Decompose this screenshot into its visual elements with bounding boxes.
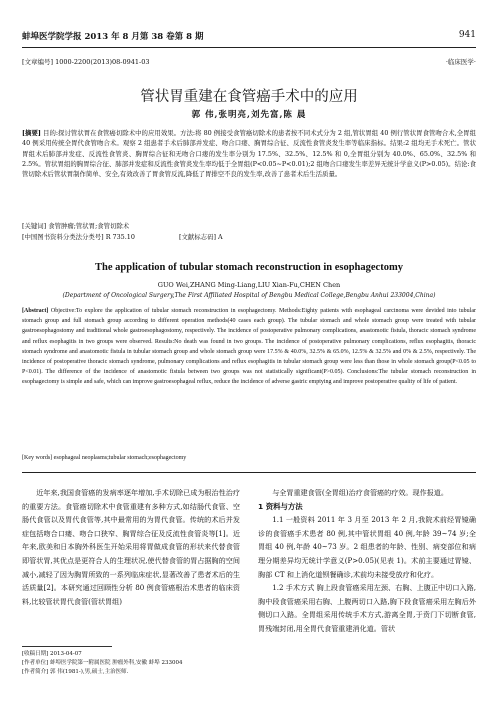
keywords-cn: [关键词] 食管肿瘤;管状胃;食管切除术 bbox=[22, 222, 130, 230]
abstract-en-label: [Abstract] bbox=[22, 308, 49, 314]
body-paragraph: 近年来,我国食管癌的发病率逐年增加,手术切除已成为根治性治疗的重要方法。食管癌切除术中食管重建有多种方式,如结肠代食管、空肠代食管以及胃代食管等,其中最常用的为胃代食管。传统的术后并发症包括吻合口瘘、吻合口狭窄、胸胃综合征及反流性食管炎等[1]。近年来,欧美和日本胸外科医生开始采用将胃做成食管的形状来代替食管即管状胃,其优点是更符合人的生理状况,使代替食管的胃占据胸的空间减小,减轻了因为胸胃所致的一系列临床症状,显著改善了患者术后的生活质量[2]。本研究通过回顾性分析 80 例食管癌根治术患者的临床资料,比较管状胃代食管(管状胃组) bbox=[22, 488, 240, 606]
section-label: ·临床医学· bbox=[445, 58, 476, 66]
footnote-affiliation: [作者单位] 蚌埠医学院第一附属医院 肿瘤外科,安徽 蚌埠 233004 bbox=[22, 660, 183, 666]
authors-cn: 郭 伟,张明亮,刘先富,陈 晨 bbox=[191, 110, 307, 120]
subsection-1-2: 1.2 手术方式 胸上段食管癌采用左颈、右胸、上腹正中切口入路,胸中段食管癌采用右胸、上腹两切口入路,胸下段食管癌采用左胸后外侧切口入路。全胃组采用传统手术方式,游离全胃,于贲门下切断食管,胃残端封闭,用全胃代食管重建消化道。管状 bbox=[258, 583, 476, 633]
running-header bbox=[22, 30, 476, 44]
body-paragraph: 与全胃重建食管(全胃组)治疗食管癌的疗效。现作报道。 bbox=[272, 488, 448, 497]
affiliation-en: (Department of Oncological Surgery,The First Affiliated Hospital of Bengbu Medical College,Bengbu Anhui 233004,China) bbox=[62, 292, 436, 299]
article-title-cn: 管状胃重建在食管癌手术中的应用 bbox=[140, 89, 358, 105]
body-column-right bbox=[258, 486, 476, 636]
abstract-en bbox=[22, 306, 476, 388]
abstract-cn-label: [摘要] bbox=[22, 129, 41, 137]
journal-citation: 蚌埠医学院学报 2013 年 8 月第 38 卷第 8 期 bbox=[22, 32, 204, 42]
section-heading: 1 资料与方法 bbox=[258, 501, 303, 511]
article-meta bbox=[22, 57, 476, 66]
abstract-en-text: Objective:To explore the application of tubular stomach reconstruction in esophagectomy. Methods:Eighty patients with esophageal carcinoma were devided into tubular stomach group and full stomach group according to different operation methods(40 cases each group). The tubular stomach and whole stomach group were treated with tubular gastroesophagostomy and traditional whole gastroesophagostomy, respectively. The incidence of postoperative pulmonary complications, anastomotic fistula, thoracic stomach syndrome and reflux esophagitis in two groups were observed. Results:No death was found in two groups. The incidence of postoperative pulmonary complications, reflux esophagitis, thoracic stomach syndrome and anastomotic fistula in tubular stomach group and whole stomach group were 17.5% & 40.0%, 32.5% & 65.0%, 12.5% & 32.5% and 0% & 2.5%, respectively. The incidence of postoperative thoracic stomach syndrome, pulmonary complications and reflux esophagitis in tubular stomach group were less than those in whole stomach group(P<0.05 to P<0.01). The difference of the incidence of anastomotic fistula between two groups was not statistically significant(P>0.05). Conclusions:The tubular stomach reconstruction in esophagectomy is simple and safe, which can improve gastroesophageal reflux, reduce the incidence of adverse gastric emptying and improve postoperative quality of life of patient. bbox=[22, 308, 477, 386]
header-rule bbox=[22, 47, 476, 48]
abstract-cn bbox=[22, 128, 476, 179]
doc-code-cn: [文献标志码] A bbox=[179, 233, 223, 241]
classification-line bbox=[22, 232, 476, 242]
abstract-rule bbox=[22, 472, 476, 473]
authors-en: GUO Wei,ZHANG Ming-Liang,LIU Xian-Fu,CHEN Chen bbox=[157, 281, 341, 289]
classification-cn: [中国图书资料分类法分类号] R 735.10 bbox=[22, 233, 135, 241]
body-column-left bbox=[22, 486, 240, 608]
abstract-cn-text: 目的:探讨管状胃在食管癌切除术中的应用效果。方法:将 80 例接受食管癌切除术的患者按不同术式分为 2 组,管状胃组 40 例行管状胃食管吻合术,全胃组 40 例采用传统全胃代食管吻合术。观察 2 组患者手术后肺部并发症、吻合口瘘、胸胃综合征、反流性食管炎发生率等临床指标。结果:2 组均无手术死亡。管状胃组术后肺部并发症、反流性食管炎、胸胃综合征和无吻合口瘘的发生率分别为 17.5%、32.5%、12.5% 和 0,全胃组分别为 40.0%、65.0%、32.5% 和 2.5%。管状胃组的胸胃综合征、肺部并发症和反流性食管炎发生率均低于全胃组(P<0.05~P<0.01);2 组吻合口瘘发生率差异无统计学意义(P>0.05)。结论:食管切除术后管状胃制作简单、安全,有效改善了胃食管反流,降低了胃排空不良的发生率,改善了患者术后生活质量。 bbox=[22, 129, 476, 179]
subsection-1-1: 1.1 一般资料 2011 年 3 月至 2013 年 2 月,我院术前经胃镜确诊的食管癌手术患者 80 例,其中管状胃组 40 例,年龄 39~74 岁;全胃组 40 例,年龄 40~73 岁。2 组患者的年龄、性别、病变部位和病理分期差异均无统计学意义(P>0.05)(见表 1)。术前主要通过胃镜、胸部 CT 和上消化道钡餐确诊,术前均未接受放疗和化疗。 bbox=[258, 515, 476, 579]
footnotes bbox=[22, 650, 252, 677]
footnote-author: [作者简介] 郭 伟(1981-),男,硕士,主治医师. bbox=[22, 669, 129, 675]
article-title-en: The application of tubular stomach reconstruction in esophagectomy bbox=[95, 262, 403, 273]
article-number: [文章编号] 1000-2200(2013)08-0941-03 bbox=[22, 58, 150, 66]
page-number: 941 bbox=[458, 30, 476, 40]
keywords-en: [Key words] esophageal neoplasms;tubular stomach;esophagectomy bbox=[22, 455, 187, 461]
footnote-rule bbox=[22, 646, 112, 647]
footnote-received: [收稿日期] 2013-04-07 bbox=[22, 651, 82, 657]
